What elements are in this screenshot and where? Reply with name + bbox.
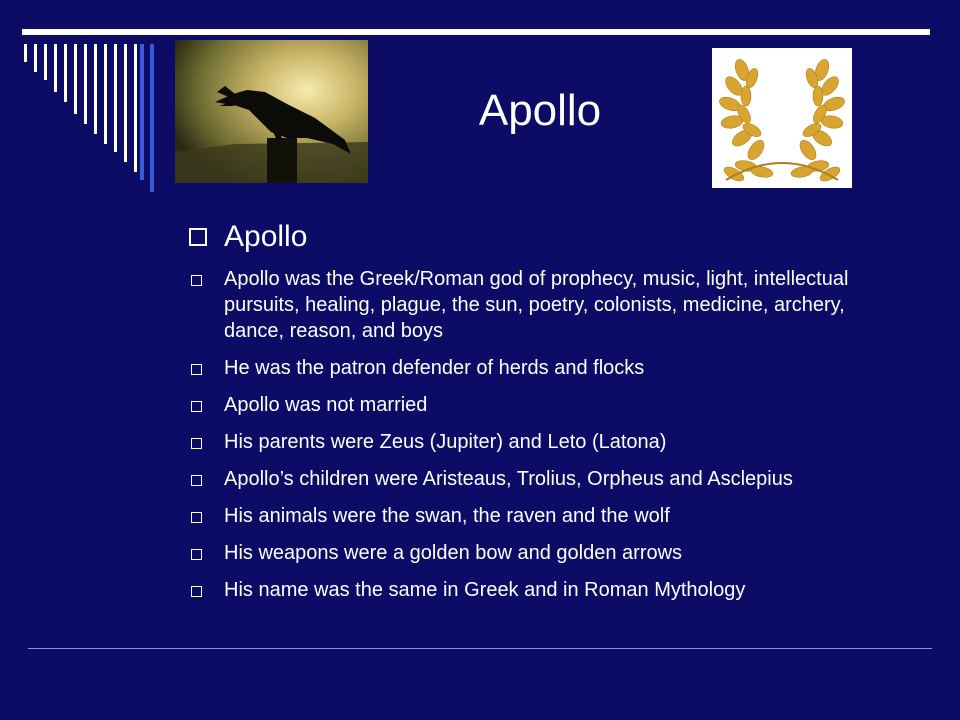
decor-stripe <box>150 44 154 192</box>
list-item <box>187 392 907 418</box>
list-item-text: Apollo’s children were Aristeaus, Trolius, Orpheus and Asclepius <box>224 468 793 490</box>
square-bullet-icon <box>191 364 202 375</box>
list-item <box>187 466 907 492</box>
square-bullet-icon <box>191 549 202 560</box>
square-bullet-icon <box>191 512 202 523</box>
list-item-text: Apollo was the Greek/Roman god of prophecy, music, light, intellectual pursuits, healing, plague, the sun, poetry, colonists, medicine, archery, dance, reason, and boys <box>224 268 849 342</box>
list-item <box>187 355 907 381</box>
decor-stripe <box>24 44 27 62</box>
laurel-wreath-image <box>712 48 852 188</box>
list-item <box>187 503 907 529</box>
list-item-text: His name was the same in Greek and in Roman Mythology <box>224 579 746 601</box>
decor-stripe <box>140 44 144 180</box>
square-bullet-icon <box>189 228 207 246</box>
decor-stripe <box>134 44 137 172</box>
list-heading-text: Apollo <box>224 220 308 253</box>
list-item <box>187 577 907 603</box>
list-item-text: His animals were the swan, the raven and the wolf <box>224 505 670 527</box>
square-bullet-icon <box>191 475 202 486</box>
square-bullet-icon <box>191 438 202 449</box>
top-rule <box>22 29 930 35</box>
decor-stripe <box>54 44 57 92</box>
list-item-text: Apollo was not married <box>224 394 428 416</box>
list-item <box>187 429 907 455</box>
list-item-text: He was the patron defender of herds and flocks <box>224 357 645 379</box>
square-bullet-icon <box>191 401 202 412</box>
bottom-rule <box>28 648 932 649</box>
decor-stripe <box>64 44 67 102</box>
decor-stripe <box>34 44 37 72</box>
decor-stripe <box>124 44 127 162</box>
list-item-text: His weapons were a golden bow and golden arrows <box>224 542 683 564</box>
bullet-list <box>187 218 907 614</box>
list-item <box>187 540 907 566</box>
raven-photo <box>175 40 368 183</box>
list-heading <box>187 218 907 256</box>
slide-title: Apollo <box>478 86 602 135</box>
decor-stripe <box>44 44 47 80</box>
square-bullet-icon <box>191 586 202 597</box>
list-item <box>187 266 907 344</box>
decor-stripe <box>114 44 117 152</box>
decor-stripe <box>94 44 97 134</box>
list-item-text: His parents were Zeus (Jupiter) and Leto (Latona) <box>224 431 667 453</box>
decor-stripe <box>104 44 107 144</box>
raven-icon <box>175 40 368 183</box>
laurel-wreath-icon <box>712 48 852 188</box>
decor-stripe <box>74 44 77 114</box>
decor-stripe <box>84 44 87 124</box>
square-bullet-icon <box>191 275 202 286</box>
